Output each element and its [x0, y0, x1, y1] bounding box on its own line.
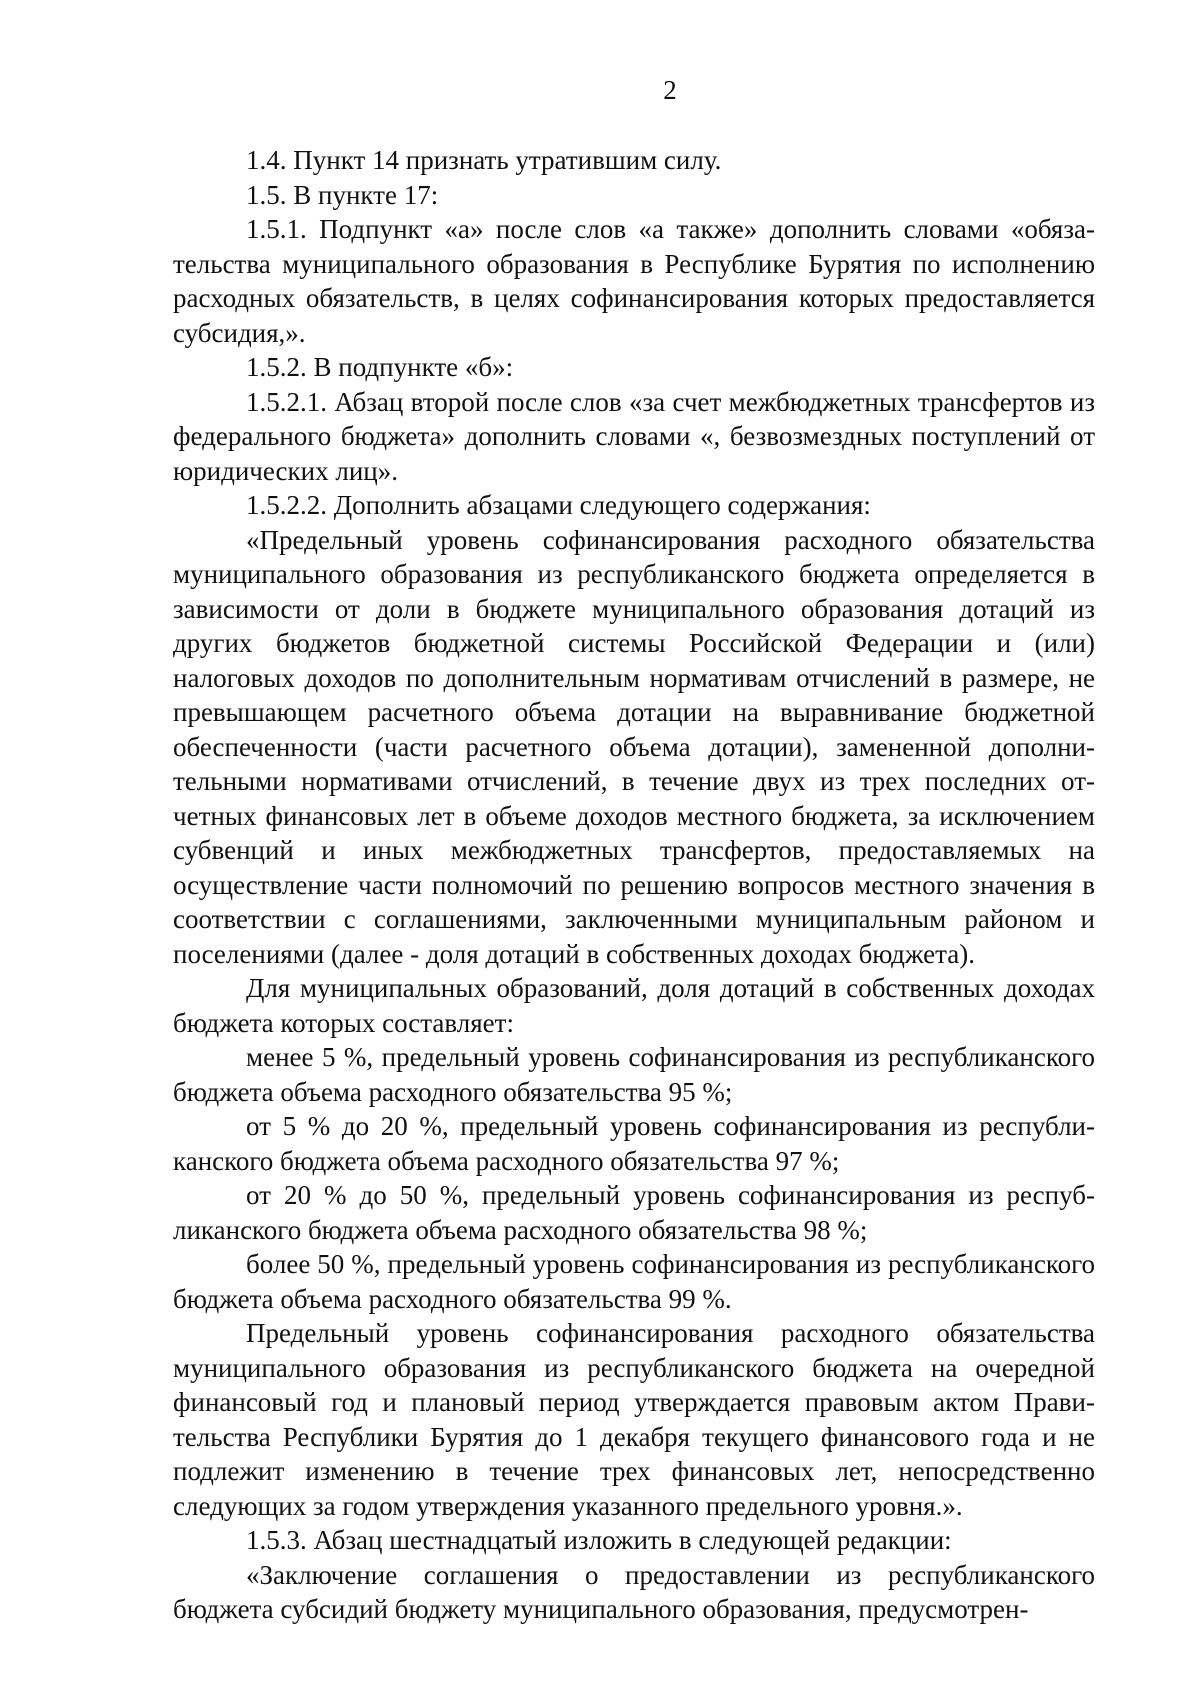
page-number: 2 — [663, 75, 677, 105]
paragraph-1-5-2-1: 1.5.2.1. Абзац второй после слов «за счет межбюджетных трансфертов из федерального бюджета» дополнить словами «, безвозмездных поступлений от юридических лиц». — [173, 386, 1095, 486]
paragraph-1-5-3: 1.5.3. Абзац шестнадцатый изложить в следующей редакции: — [246, 1525, 952, 1555]
paragraph-municipalities-intro: Для муниципальных образований, доля дотаций в собственных доходах бюджета которых составляет: — [173, 973, 1095, 1038]
document-body — [173, 143, 1095, 1627]
paragraph-agreement: «Заключение соглашения о предоставлении из республиканского бюджета субсидий бюджету муниципального образования, предусмотрен- — [173, 1559, 1095, 1624]
paragraph-1-5-2: 1.5.2. В подпункте «б»: — [246, 352, 514, 382]
paragraph-level-over-50: более 50 %, предельный уровень софинансирования из республиканского бюджета объема расходного обязательства 99 %. — [173, 1249, 1095, 1314]
paragraph-1-5-2-2: 1.5.2.2. Дополнить абзацами следующего содержания: — [246, 490, 871, 520]
paragraph-1-5-1: 1.5.1. Подпункт «а» после слов «а также» дополнить словами «обязательства муниципального образования в Республике Бурятия по исполнению расходных обязательств, в целях софинансирования которых предоставляется субсидия,». — [173, 214, 1095, 348]
paragraph-cofinancing-limit: «Предельный уровень софинансирования расходного обязательства муниципального образования из республиканского бюджета определяется в зависимости от доли в бюджете муниципального образования дотаций из других бюджетов бюджетной системы Российской Федерации и (или) налоговых доходов по дополнительным нормативам отчислений в размере, не превышающем расчетного объема дотации на выравнивание бюджетной обеспеченности (части расчетного объема дотации), замененной дополнительными нормативами отчислений, в течение двух из трех последних отчетных финансовых лет в объеме доходов местного бюджета, за исключением субвенций и иных межбюджетных трансфертов, предоставляемых на осуществление части полномочий по решению вопросов местного значения в соответствии с соглашениями, заключенными муниципальным районом и поселениями (далее - доля дотаций в собственных доходах бюджета). — [173, 524, 1095, 969]
paragraph-limit-approval: Предельный уровень софинансирования расходного обязательства муниципального образования из республиканского бюджета на очередной финансовый год и плановый период утверждается правовым актом Правительства Республики Бурятия до 1 декабря текущего финансового года и не подлежит изменению в течение трех финансовых лет, непосредственно следующих за годом утверждения указанного предельного уровня.». — [173, 1318, 1095, 1521]
paragraph-1-4: 1.4. Пункт 14 признать утратившим силу. — [246, 145, 722, 175]
paragraph-level-20-50: от 20 % до 50 %, предельный уровень софинансирования из республиканского бюджета объема расходного обязательства 98 %; — [173, 1180, 1095, 1245]
paragraph-level-under-5: менее 5 %, предельный уровень софинансирования из республиканского бюджета объема расходного обязательства 95 %; — [173, 1042, 1095, 1107]
paragraph-1-5: 1.5. В пункте 17: — [246, 179, 439, 210]
paragraph-level-5-20: от 5 % до 20 %, предельный уровень софинансирования из республиканского бюджета объема расходного обязательства 97 %; — [173, 1111, 1095, 1176]
